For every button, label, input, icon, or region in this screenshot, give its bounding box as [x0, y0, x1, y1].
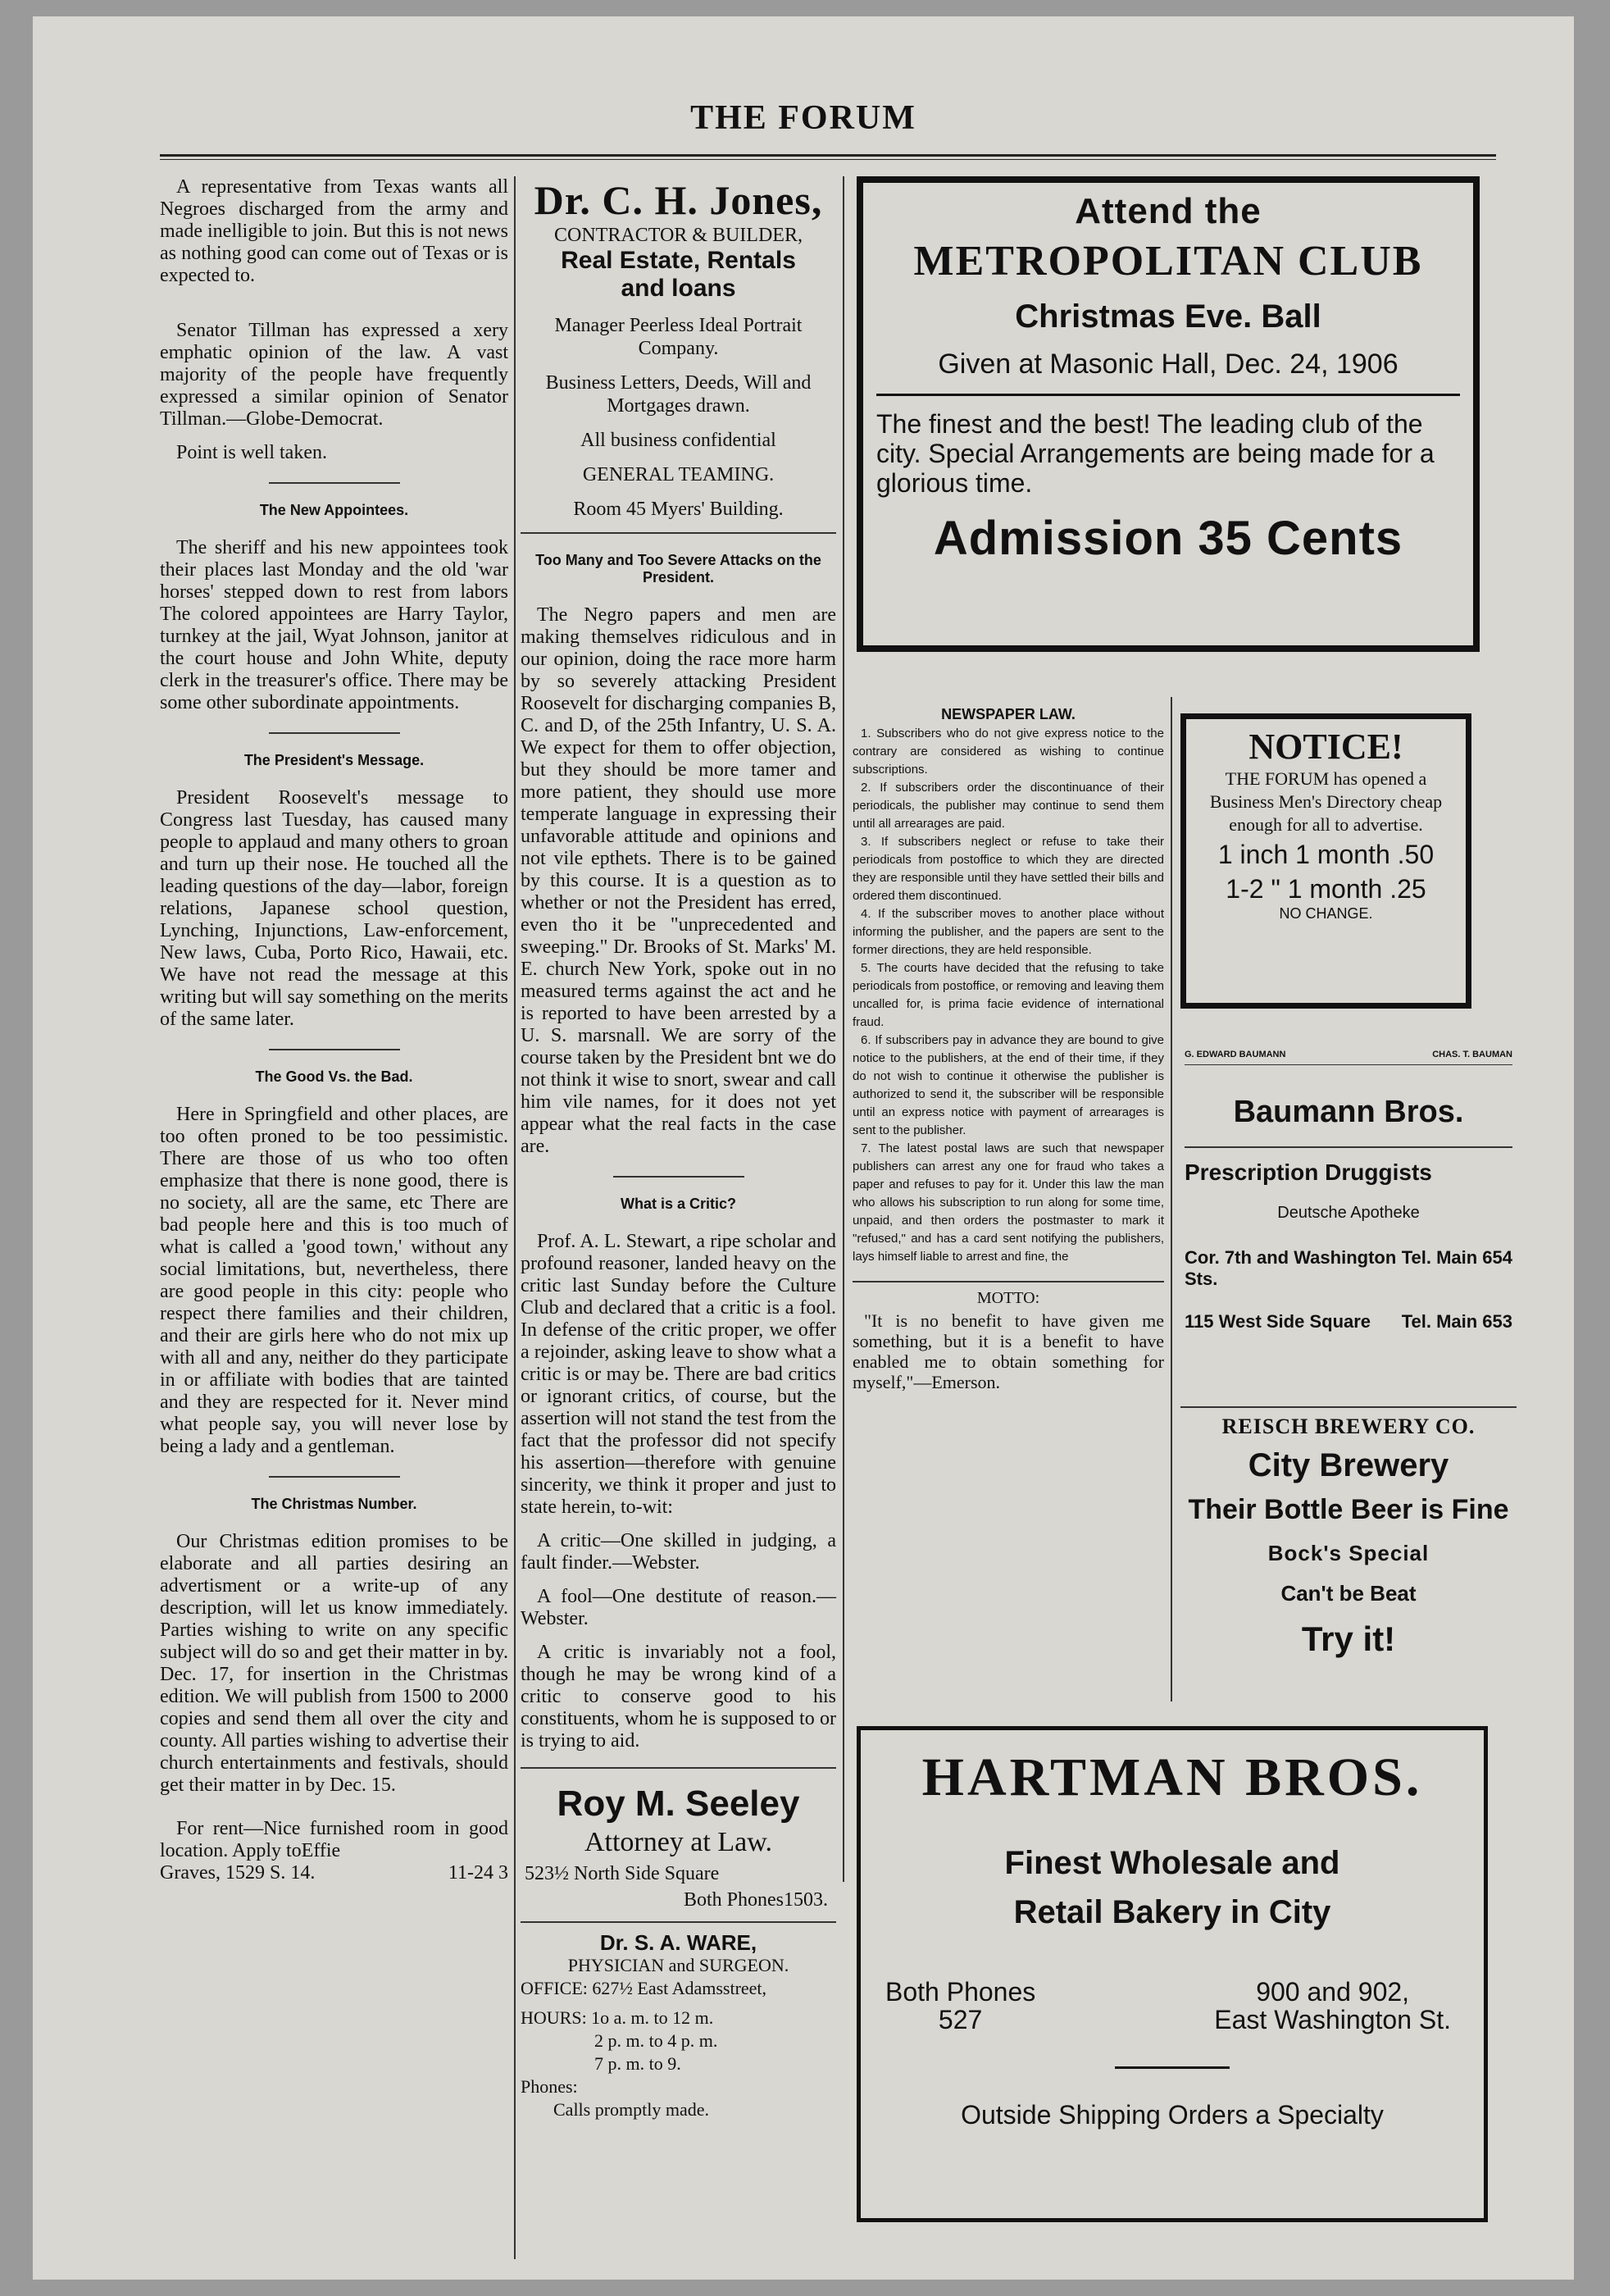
hartman-divider	[1115, 2066, 1230, 2069]
ware-phones: Phones:	[521, 2076, 578, 2097]
ware-name: Dr. S. A. WARE,	[599, 1930, 757, 1955]
article-critic-4: A critic is invariably not a fool, though he may be wrong kind of a critic to conserve good to his constituents, whom he is supposed to or is trying to aid.	[521, 1642, 836, 1752]
article-point: Point is well taken.	[176, 442, 327, 463]
heading-critic: What is a Critic?	[521, 1176, 836, 1213]
article-critic-1: Prof. A. L. Stewart, a ripe scholar and profound reasoner, landed heavy on the critic last Sunday before the Culture Club and declared that a critic is a fool. In defense of the critic proper, we offer a rejoinder, asking leave to show what a critic is or may be. There are bad critics or ignorant critics, of course, but the assertion will not stand the test from the fact that the professor did not specify his assertion—therefore with genuine sincerity, we think it proper and just to state herein, to-wit:	[521, 1231, 836, 1518]
baumann-tel-1: Tel. Main 654	[1401, 1247, 1512, 1268]
jones-confidential: All business confidential	[580, 430, 776, 451]
article-critic-2: A critic—One skilled in judging, a fault finder.—Webster.	[521, 1530, 836, 1574]
column-left	[160, 176, 508, 1884]
seeley-address: 523½ North Side Square	[525, 1863, 720, 1884]
baumann-deutsche: Deutsche Apotheke	[1277, 1204, 1420, 1222]
met-date: Given at Masonic Hall, Dec. 24, 1906	[876, 348, 1460, 396]
seeley-phones: Both Phones1503.	[683, 1889, 828, 1911]
column-divider-2	[843, 176, 844, 1882]
column-divider-3	[1171, 697, 1172, 1702]
for-rent-text: For rent—Nice furnished room in good location. Apply toEffie	[160, 1818, 508, 1861]
jones-manager: Manager Peerless Ideal Portrait Company.	[554, 315, 803, 359]
motto	[853, 1281, 1164, 1392]
law-items	[853, 725, 1164, 1266]
seeley-title: Attorney at Law.	[584, 1827, 773, 1857]
ad-hartman-bros	[857, 1726, 1488, 2222]
law-title: NEWSPAPER LAW.	[941, 706, 1076, 722]
baumann-prescription: Prescription Druggists	[1185, 1146, 1512, 1186]
classified-for-rent	[160, 1818, 508, 1884]
ware-calls: Calls promptly made.	[553, 2099, 710, 2120]
article-christmas: Our Christmas edition promises to be elaborate and all parties desiring an advertisment or a write-up of any description, will let us know immediately. Parties wishing to write on any specific subject will do so and get their matter in by. Dec. 17, for insertion in the Christmas edition. We will publish from 1500 to 2000 copies and send them all over the city and county. All parties wishing to advertise their church entertainments and festivals, should get their matter in by Dec. 15.	[160, 1531, 508, 1796]
ware-title: PHYSICIAN and SURGEON.	[567, 1955, 789, 1975]
jones-teaming: GENERAL TEAMING.	[582, 464, 775, 485]
ware-hours-2: 2 p. m. to 4 p. m.	[594, 2030, 718, 2051]
masthead-rule	[160, 154, 1496, 160]
notice-no-change: NO CHANGE.	[1279, 905, 1373, 922]
ware-hours-3: 7 p. m. to 9.	[594, 2053, 681, 2074]
ad-ware	[521, 1921, 836, 2121]
met-club-name: METROPOLITAN CLUB	[913, 238, 1423, 285]
reisch-city-brewery: City Brewery	[1248, 1447, 1449, 1483]
baumann-address-1	[1185, 1247, 1512, 1290]
notice-title: NOTICE!	[1248, 727, 1403, 767]
heading-new-appointees: The New Appointees.	[160, 482, 508, 519]
heading-good-vs-bad: The Good Vs. the Bad.	[160, 1049, 508, 1086]
seeley-name: Roy M. Seeley	[557, 1784, 800, 1824]
article-critic-3: A fool—One destitute of reason.—Webster.	[521, 1586, 836, 1629]
heading-attacks: Too Many and Too Severe Attacks on the President.	[535, 552, 821, 585]
baumann-partner-left: G. EDWARD BAUMANN	[1185, 1050, 1286, 1059]
hartman-shipping: Outside Shipping Orders a Specialty	[961, 2100, 1384, 2130]
baumann-address-2	[1185, 1311, 1512, 1332]
motto-label: MOTTO:	[976, 1289, 1040, 1307]
baumann-address-2-text: 115 West Side Square	[1185, 1311, 1371, 1332]
ad-notice	[1180, 713, 1471, 1009]
heading-christmas-number: The Christmas Number.	[160, 1476, 508, 1513]
ad-seeley	[521, 1767, 836, 1913]
article-good-vs-bad: Here in Springfield and other places, are too often proned to be too pessimistic. There are those of us who too often emphasize that there is none good, there is no society, all are the same, etc There are bad people here and this is too much of what is called a 'good town,' without any social limitations, but, nevertheless, there are good people in this city: people who respect there families and their children, and their are girls here who do not mix up with all and any, neither do they participate in or affiliate with bodies that are tainted and they are respected for it. Never mind what people say, you will never lose by being a lady and a gentleman.	[160, 1104, 508, 1457]
for-rent-address: Graves, 1529 S. 14.	[160, 1862, 316, 1884]
hartman-phones-number: 527	[938, 2005, 983, 2034]
ad-metropolitan-club	[857, 176, 1480, 652]
hartman-name: HARTMAN BROS.	[921, 1747, 1423, 1807]
hartman-address-2: East Washington St.	[1214, 2005, 1451, 2034]
law-item: 5. The courts have decided that the refusing to take periodicals from postoffice, or removing and leaving them uncalled for, is prima facie evidence of international fraud.	[853, 961, 1164, 1029]
jones-loans: and loans	[621, 275, 736, 302]
article-appointees: The sheriff and his new appointees took their places last Monday and the old 'war horses' stepped down to rest from labors The colored appointees are Harry Taylor, turnkey at the jail, Wyat Johnson, janitor at the court house and John White, deputy clerk in the treasurer's office. There may be some other subordinate appointments.	[160, 537, 508, 713]
motto-text: "It is no benefit to have given me something, but it is a benefit to have enabled me to obtain something for myself,"—Emerson.	[853, 1310, 1164, 1392]
hartman-contact	[885, 1978, 1451, 2034]
article-tillman: Senator Tillman has expressed a xery emphatic opinion of the law. A vast majority of the people have frequently expressed a similar opinion of Senator Tillman.—Globe-Democrat.	[160, 320, 508, 430]
law-item: 7. The latest postal laws are such that newspaper publishers can arrest any one for fraud who takes a paper and refuses to pay for it. Under this law the man who allows his subscription to run along for some time, unpaid, and then orders the postmaster to mark it "refused," and has a card sent notifying the publishers, lays himself liable to arrest and fine, the	[853, 1141, 1164, 1264]
notice-rate-1: 1 inch 1 month .50	[1217, 840, 1435, 869]
met-admission: Admission 35 Cents	[933, 512, 1403, 565]
baumann-name: Baumann Bros.	[1233, 1095, 1464, 1129]
newspaper-page	[33, 16, 1574, 2280]
article-texas: A representative from Texas wants all Negroes discharged from the army and made inelligible to join. But this is not news as nothing good can come out of Texas or is expected to.	[160, 176, 508, 286]
jones-contractor: CONTRACTOR & BUILDER,	[554, 225, 803, 246]
law-item: 6. If subscribers pay in advance they are bound to give notice to the publishers, at the end of their time, if they do not wish to continue it otherwise the publisher is authorized to send it, the subscriber will be responsible until an express notice with payment of arrearages is sent to the publisher.	[853, 1033, 1164, 1137]
for-rent-code: 11-24 3	[448, 1862, 508, 1884]
baumann-partner-right: CHAS. T. BAUMAN	[1432, 1050, 1512, 1059]
met-description: The finest and the best! The leading club of the city. Special Arrangements are being made for a glorious time.	[876, 409, 1435, 498]
ad-baumann-bros	[1185, 1050, 1512, 1332]
reisch-bock: Bock's Special	[1267, 1541, 1430, 1565]
notice-rate-2: 1-2 " 1 month .25	[1226, 874, 1426, 904]
hartman-line-2: Retail Bakery in City	[1013, 1894, 1331, 1930]
newspaper-law	[853, 705, 1164, 1392]
ad-reisch-brewery	[1180, 1406, 1517, 1659]
law-item: 1. Subscribers who do not give express notice to the contrary are considered as wishing to continue subscriptions.	[853, 727, 1164, 777]
met-ball: Christmas Eve. Ball	[1015, 298, 1321, 335]
reisch-bottle-beer: Their Bottle Beer is Fine	[1188, 1494, 1509, 1525]
masthead-title: THE FORUM	[690, 99, 916, 137]
reisch-try-it: Try it!	[1301, 1620, 1396, 1658]
hartman-phones-label: Both Phones	[885, 1977, 1036, 2007]
law-item: 2. If subscribers order the discontinuance of their periodicals, the publisher may continue to send them until all arrearages are paid.	[853, 781, 1164, 831]
article-message: President Roosevelt's message to Congress last Tuesday, has caused many people to applaud and many others to groan and turn up their nose. He touched all the leading questions of the day—labor, foreign relations, Japanese school question, Lynching, Injunctions, Law-enforcement, New laws, Cuba, Porto Rico, Hawaii, etc. We have not read the message at this writing but will say something on the merits of the same later.	[160, 787, 508, 1030]
reisch-head: REISCH BREWERY CO.	[1180, 1406, 1517, 1439]
jones-real-estate: Real Estate, Rentals	[561, 247, 796, 274]
jones-letters: Business Letters, Deeds, Will and Mortgages drawn.	[545, 372, 812, 417]
heading-presidents-message: The President's Message.	[160, 732, 508, 769]
ad-jones	[521, 176, 836, 534]
ware-office: OFFICE: 627½ East Adamsstreet,	[521, 1978, 767, 1998]
notice-text: THE FORUM has opened a Business Men's Directory cheap enough for all to advertise.	[1209, 768, 1443, 835]
law-item: 3. If subscribers neglect or refuse to take their periodicals from postoffice to which they are directed they are responsible until they have settled their bills and ordered them discontinued.	[853, 835, 1164, 903]
column-divider-1	[514, 176, 516, 2259]
column-middle	[521, 176, 836, 2121]
baumann-address-1-text: Cor. 7th and Washington Sts.	[1185, 1247, 1397, 1289]
jones-name: Dr. C. H. Jones,	[534, 177, 823, 223]
hartman-line-1: Finest Wholesale and	[1004, 1845, 1340, 1881]
baumann-tel-2: Tel. Main 653	[1401, 1311, 1512, 1332]
article-attacks: The Negro papers and men are making themselves ridiculous and in our opinion, doing the race more harm by so severely attacking President Roosevelt for discharging companies B, C. and D, of the 25th Infantry, U. S. A. We expect for them to offer objection, but they should be more tamer and more patient, they should use more temperate language in expressing their unfavorable attitude and opinions and not vile epthets. There is to be gained by this course. It is a question as to whether or not the President has erred, even tho it be "unprecedented and sweeping." Dr. Brooks of St. Marks' M. E. church New York, spoke out in no measured terms against the act and he is reported to have been arrested by a U. S. marsnall. We are sorry of the course taken by the President bnt we do not think it wise to snort, swear and call him vile names, for it does not yet appear what the real facts in the case are.	[521, 604, 836, 1157]
hartman-address-1: 900 and 902,	[1256, 1977, 1410, 2007]
met-attend: Attend the	[1075, 191, 1262, 231]
jones-room: Room 45 Myers' Building.	[573, 499, 784, 520]
reisch-cant-beat: Can't be Beat	[1280, 1581, 1417, 1606]
ware-hours-1: HOURS: 1o a. m. to 12 m.	[521, 2007, 714, 2028]
law-item: 4. If the subscriber moves to another place without informing the publisher, and the papers are sent to the former directions, they are held responsible.	[853, 907, 1164, 957]
